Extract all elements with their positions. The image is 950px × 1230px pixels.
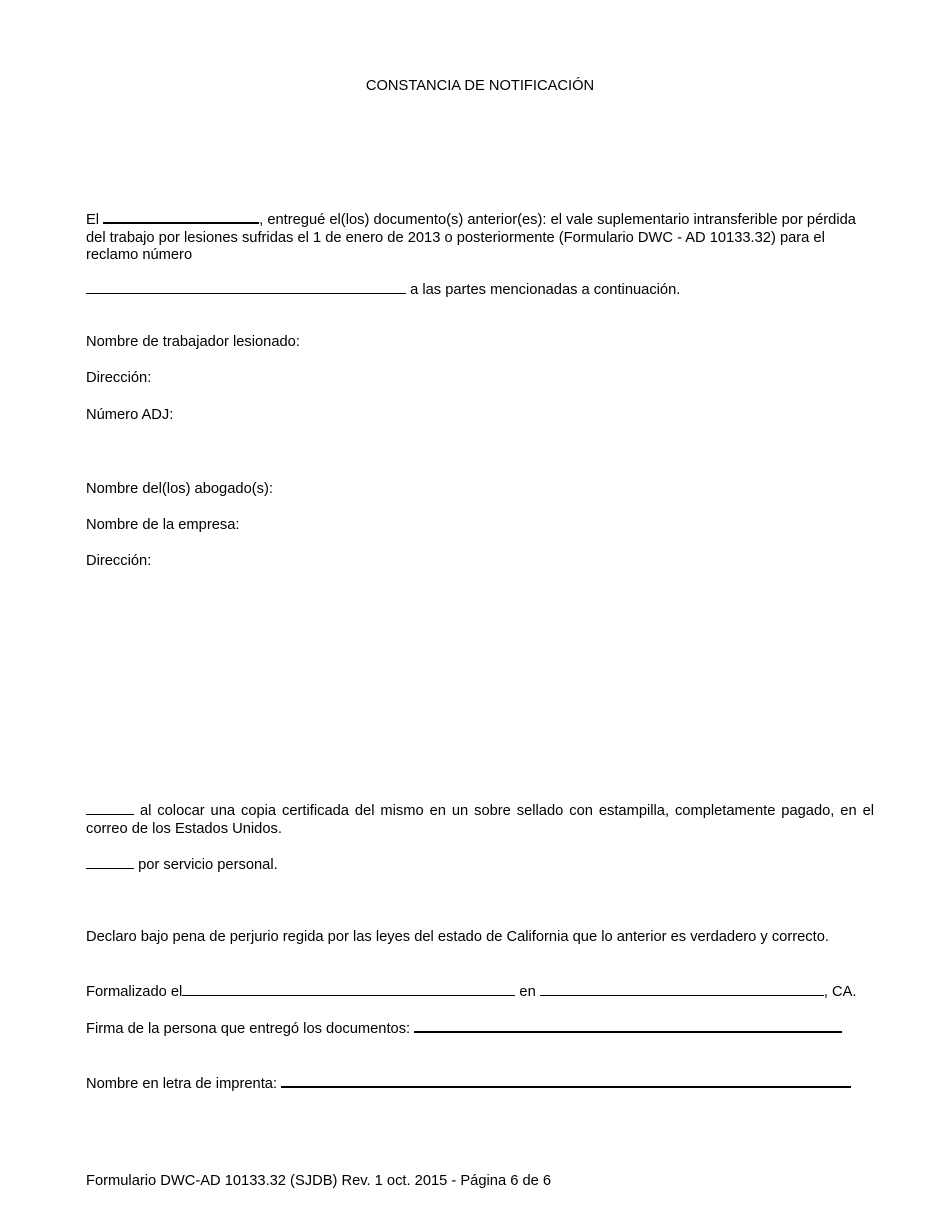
attorney-name-label: Nombre del(los) abogado(s): [86, 481, 273, 497]
perjury-declaration: Declaro bajo pena de perjurio regida por las leyes del estado de California que lo anterior es verdadero y correcto. [86, 929, 829, 945]
executed-label: Formalizado el [86, 984, 183, 1000]
signature-line [86, 1018, 842, 1037]
firm-name-label: Nombre de la empresa: [86, 517, 240, 533]
signature-label: Firma de la persona que entregó los documentos: [86, 1021, 411, 1037]
claim-number-blank[interactable] [86, 280, 406, 294]
page-footer: Formulario DWC-AD 10133.32 (SJDB) Rev. 1 oct. 2015 - Página 6 de 6 [86, 1173, 552, 1189]
page-title: CONSTANCIA DE NOTIFICACIÓN [365, 78, 595, 94]
executed-line [86, 982, 857, 1000]
claim-number-line [86, 280, 874, 300]
executed-state: , CA. [823, 984, 857, 1000]
mail-service-blank[interactable] [86, 801, 134, 815]
intro-prefix: El [86, 212, 100, 228]
attorney-address-label: Dirección: [86, 553, 152, 569]
signature-blank[interactable] [414, 1018, 842, 1033]
personal-service-option [86, 855, 874, 875]
worker-name-label: Nombre de trabajador lesionado: [86, 334, 300, 350]
print-name-line [86, 1073, 851, 1092]
executed-date-blank[interactable] [182, 982, 515, 996]
personal-service-blank[interactable] [86, 855, 134, 869]
print-name-label: Nombre en letra de imprenta: [86, 1076, 278, 1092]
personal-service-text: por servicio personal. [138, 857, 278, 873]
executed-at: en [519, 984, 536, 1000]
worker-address-label: Dirección: [86, 370, 152, 386]
server-name-blank[interactable] [103, 209, 259, 224]
mail-service-text: al colocar una copia certificada del mismo en un sobre sellado con estampilla, completamente pagado, en el correo de los Estados Unidos. [86, 803, 874, 837]
print-name-blank[interactable] [281, 1073, 851, 1088]
intro-text: , entregué el(los) documento(s) anterior(es): el vale suplementario intransferible por pérdida del trabajo por lesiones sufridas el 1 de enero de 2013 o posteriormente (Formulario DWC - AD 10133.32) para el reclamo número [86, 212, 856, 263]
adj-number-label: Número ADJ: [86, 407, 174, 423]
executed-city-blank[interactable] [540, 982, 824, 996]
intro-paragraph [86, 209, 874, 265]
mail-service-option [86, 801, 874, 838]
claim-suffix: a las partes mencionadas a continuación. [410, 282, 681, 298]
